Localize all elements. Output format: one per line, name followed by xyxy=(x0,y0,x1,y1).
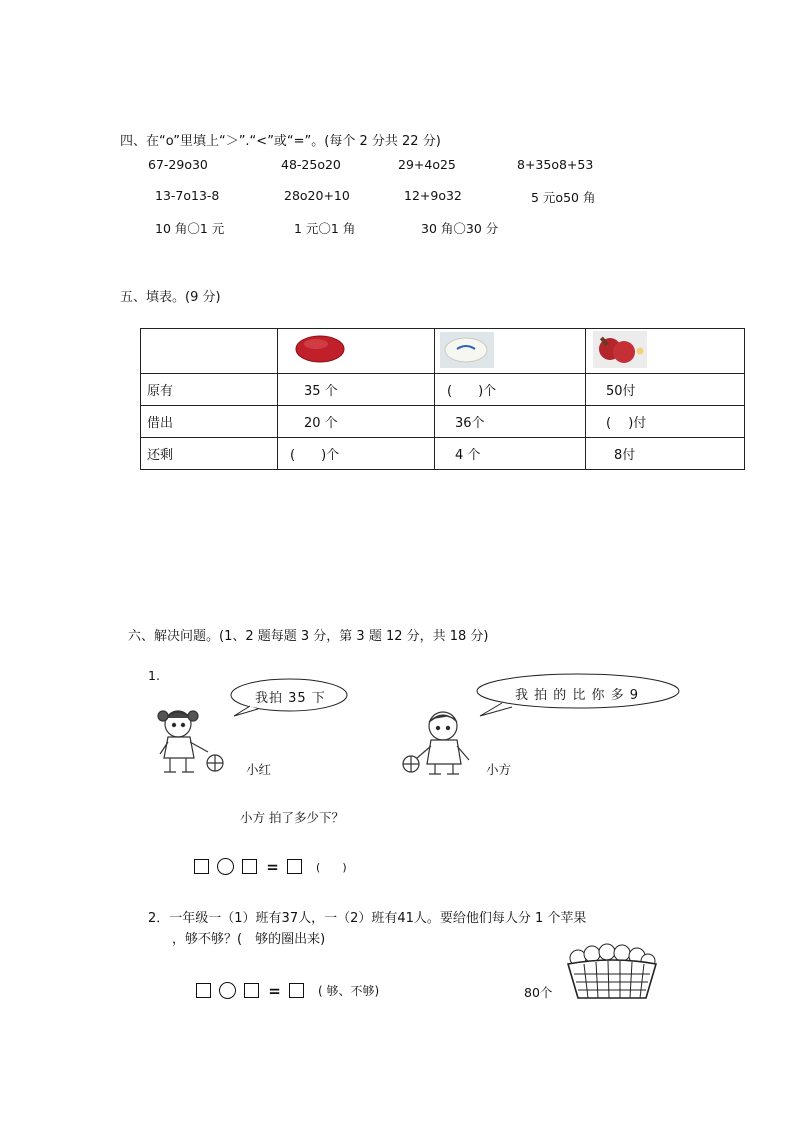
unit-paren: ( ) xyxy=(316,861,347,874)
basket-count: 80个 xyxy=(524,985,553,1000)
pingpong-ball-icon xyxy=(435,329,565,369)
table-cell: 20 个 xyxy=(278,406,435,438)
equals-sign: = xyxy=(268,981,281,1000)
compare-item: 8+35o8+53 xyxy=(517,157,594,172)
compare-item: 29+4o25 xyxy=(398,157,456,172)
compare-item: 10 角〇1 元 xyxy=(155,221,225,236)
operator-circle[interactable] xyxy=(217,858,234,875)
choice-paren: ( 够、不够) xyxy=(318,984,380,998)
header-paddle-cell xyxy=(586,329,745,374)
answer-box[interactable] xyxy=(244,983,259,998)
answer-box[interactable] xyxy=(194,859,209,874)
fill-table xyxy=(140,328,745,470)
table-cell: ( )付 xyxy=(586,406,745,438)
section-6-title: 六、解决问题。(1、2 题每题 3 分，第 3 题 12 分，共 18 分) xyxy=(128,629,489,644)
row-label: 原有 xyxy=(141,374,278,406)
table-cell: ( )个 xyxy=(435,374,586,406)
question-2-line1: 2．一年级一（1）班有37人，一（2）班有41人。要给他们每人分 1 个苹果 xyxy=(148,911,587,926)
boy-illustration xyxy=(395,706,495,778)
name-xiaohong: 小红 xyxy=(246,762,272,777)
table-cell: 8付 xyxy=(586,438,745,470)
table-cell: 4 个 xyxy=(435,438,586,470)
bubble-left-text: 我拍 35 下 xyxy=(255,691,326,706)
bubble-right-text: 我 拍 的 比 你 多 9 xyxy=(515,688,640,703)
question-2-line2: ，够不够？( 够的圈出来) xyxy=(172,932,326,947)
question-number: 1. xyxy=(148,668,160,683)
compare-item: 5 元o50 角 xyxy=(531,190,596,205)
answer-box[interactable] xyxy=(196,983,211,998)
paddle-icon xyxy=(586,329,716,369)
compare-item: 13-7o13-8 xyxy=(155,188,220,203)
equals-sign: = xyxy=(266,857,279,876)
section-4-title: 四、在“o”里填上“＞”.“<”或“=”。(每个 2 分共 22 分) xyxy=(120,134,441,149)
equation-2 xyxy=(196,980,382,1000)
table-cell: 36个 xyxy=(435,406,586,438)
header-ball-cell xyxy=(278,329,435,374)
answer-box[interactable] xyxy=(289,983,304,998)
answer-box[interactable] xyxy=(242,859,257,874)
table-cell: 50付 xyxy=(586,374,745,406)
answer-box[interactable] xyxy=(287,859,302,874)
table-cell: 35 个 xyxy=(278,374,435,406)
compare-item: 67-29o30 xyxy=(148,157,208,172)
table-cell: ( )个 xyxy=(278,438,435,470)
compare-item: 1 元〇1 角 xyxy=(294,221,356,236)
red-ball-icon xyxy=(278,329,408,369)
header-empty-cell xyxy=(141,329,278,374)
compare-item: 12+9o32 xyxy=(404,188,462,203)
equation-1 xyxy=(194,856,350,876)
operator-circle[interactable] xyxy=(219,982,236,999)
compare-item: 48-25o20 xyxy=(281,157,341,172)
section-5-title: 五、填表。(9 分) xyxy=(120,290,221,305)
compare-item: 30 角〇30 分 xyxy=(421,221,499,236)
girl-illustration xyxy=(150,706,245,778)
header-pingpong-ball-cell xyxy=(435,329,586,374)
compare-item: 28o20+10 xyxy=(284,188,350,203)
row-label: 借出 xyxy=(141,406,278,438)
apple-basket-icon xyxy=(562,940,660,1002)
row-label: 还剩 xyxy=(141,438,278,470)
question-1-text: 小方 拍了多少下？ xyxy=(240,810,344,825)
name-xiaofang: 小方 xyxy=(486,762,512,777)
